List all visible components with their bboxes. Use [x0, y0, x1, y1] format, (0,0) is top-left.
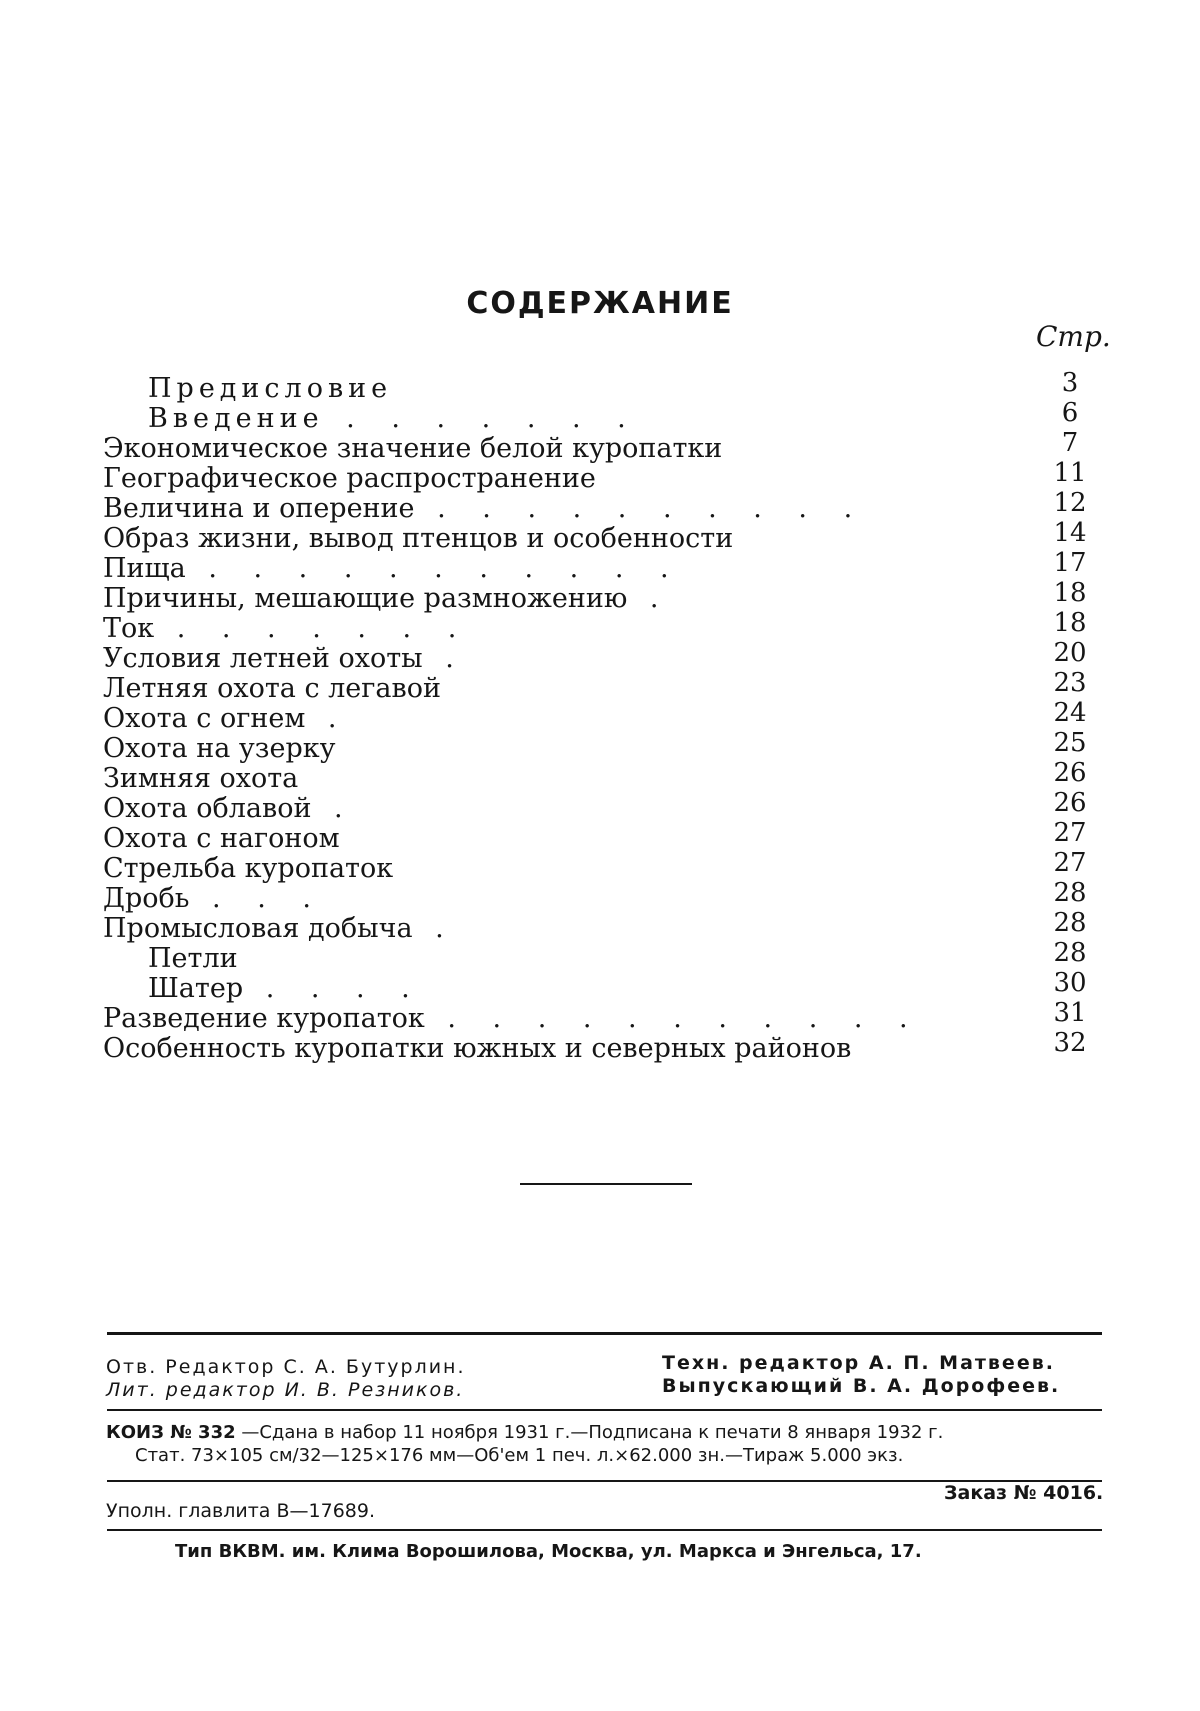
- toc-entry-label: Промысловая добыча .: [103, 913, 458, 944]
- toc-entry-page: 30: [1053, 968, 1087, 998]
- toc-entry-page: 32: [1053, 1028, 1087, 1058]
- toc-entry-label: Особенность куропатки южных и северных районов: [103, 1033, 852, 1064]
- toc-entry-label: Величина и оперение . . . . . . . . . .: [103, 493, 867, 524]
- toc-entry-label: Охота с нагоном: [103, 823, 340, 854]
- toc-entry-label: Введение . . . . . . .: [148, 403, 640, 434]
- toc-entry-label: Причины, мешающие размножению .: [103, 583, 673, 614]
- page-column-header: Стр.: [1036, 320, 1111, 353]
- section-divider: [520, 1183, 692, 1185]
- toc-entry-page: 27: [1053, 848, 1087, 878]
- toc-entry-page: 28: [1053, 908, 1087, 938]
- toc-entry-page: 17: [1053, 548, 1087, 578]
- toc-entry-label: Охота на узерку: [103, 733, 336, 764]
- toc-entry-page: 31: [1053, 998, 1087, 1028]
- imprint-rule-top: [107, 1332, 1102, 1335]
- toc-entry-page: 12: [1053, 488, 1087, 518]
- toc-entry-label: Охота с огнем .: [103, 703, 351, 734]
- imprint-stat-line: Стат. 73×105 см/32—125×176 мм—Об'ем 1 печ. л.×62.000 зн.—Тираж 5.000 экз.: [135, 1445, 904, 1466]
- toc-entry-label: Шатер . . . .: [148, 973, 424, 1004]
- toc-entry-page: 3: [1061, 368, 1079, 398]
- toc-entry-page: 25: [1053, 728, 1087, 758]
- toc-entry-label: Географическое распространение: [103, 463, 596, 494]
- toc-entry-page: 28: [1053, 938, 1087, 968]
- toc-entry-label: Предисловие: [148, 373, 393, 404]
- toc-entry-page: 26: [1053, 788, 1087, 818]
- toc-entry-label: Ток . . . . . . .: [103, 613, 471, 644]
- toc-entry-page: 20: [1053, 638, 1087, 668]
- imprint-printer: Тип ВКВМ. им. Клима Ворошилова, Москва, ул. Маркса и Энгельса, 17.: [175, 1541, 922, 1562]
- imprint-koiz-line: КОИЗ № 332 —Сдана в набор 11 ноября 1931 г.—Подписана к печати 8 января 1932 г.: [106, 1422, 944, 1443]
- toc-entry-label: Стрельба куропаток: [103, 853, 394, 884]
- imprint-editor-right-1: Техн. редактор А. П. Матвеев.: [662, 1352, 1055, 1374]
- toc-entry-label: Охота облавой .: [103, 793, 357, 824]
- imprint-rule-2: [107, 1409, 1102, 1411]
- toc-entry-label: Дробь . . .: [103, 883, 325, 914]
- toc-title: СОДЕРЖАНИЕ: [466, 286, 734, 321]
- toc-entry-label: Петли: [148, 943, 238, 974]
- imprint-rule-4: [107, 1529, 1102, 1531]
- toc-entry-page: 23: [1053, 668, 1087, 698]
- toc-entry-label: Разведение куропаток . . . . . . . . . . .: [103, 1003, 922, 1034]
- toc-entry-page: 18: [1053, 608, 1087, 638]
- toc-entry-label: Летняя охота с легавой: [103, 673, 441, 704]
- toc-entry-page: 24: [1053, 698, 1087, 728]
- toc-entry-page: 18: [1053, 578, 1087, 608]
- toc-entry-label: Образ жизни, вывод птенцов и особенности: [103, 523, 734, 554]
- toc-entry-page: 26: [1053, 758, 1087, 788]
- imprint-glavlit: Уполн. главлита В—17689.: [106, 1500, 375, 1522]
- imprint-order: Заказ № 4016.: [944, 1482, 1104, 1504]
- imprint-editor-left-1: Отв. Редактор С. А. Бутурлин.: [106, 1356, 466, 1378]
- toc-entry-label: Зимняя охота: [103, 763, 299, 794]
- imprint-editor-right-2: Выпускающий В. А. Дорофеев.: [662, 1375, 1061, 1397]
- toc-entry-page: 14: [1053, 518, 1087, 548]
- toc-entry-page: 6: [1061, 398, 1079, 428]
- toc-entry-page: 27: [1053, 818, 1087, 848]
- toc-entry-page: 11: [1053, 458, 1087, 488]
- toc-entry-page: 7: [1061, 428, 1079, 458]
- toc-entry-label: Пища . . . . . . . . . . .: [103, 553, 683, 584]
- toc-entry-page: 28: [1053, 878, 1087, 908]
- toc-entry-label: Экономическое значение белой куропатки: [103, 433, 723, 464]
- toc-entry-label: Условия летней охоты .: [103, 643, 468, 674]
- imprint-editor-left-2: Лит. редактор И. В. Резников.: [106, 1379, 465, 1401]
